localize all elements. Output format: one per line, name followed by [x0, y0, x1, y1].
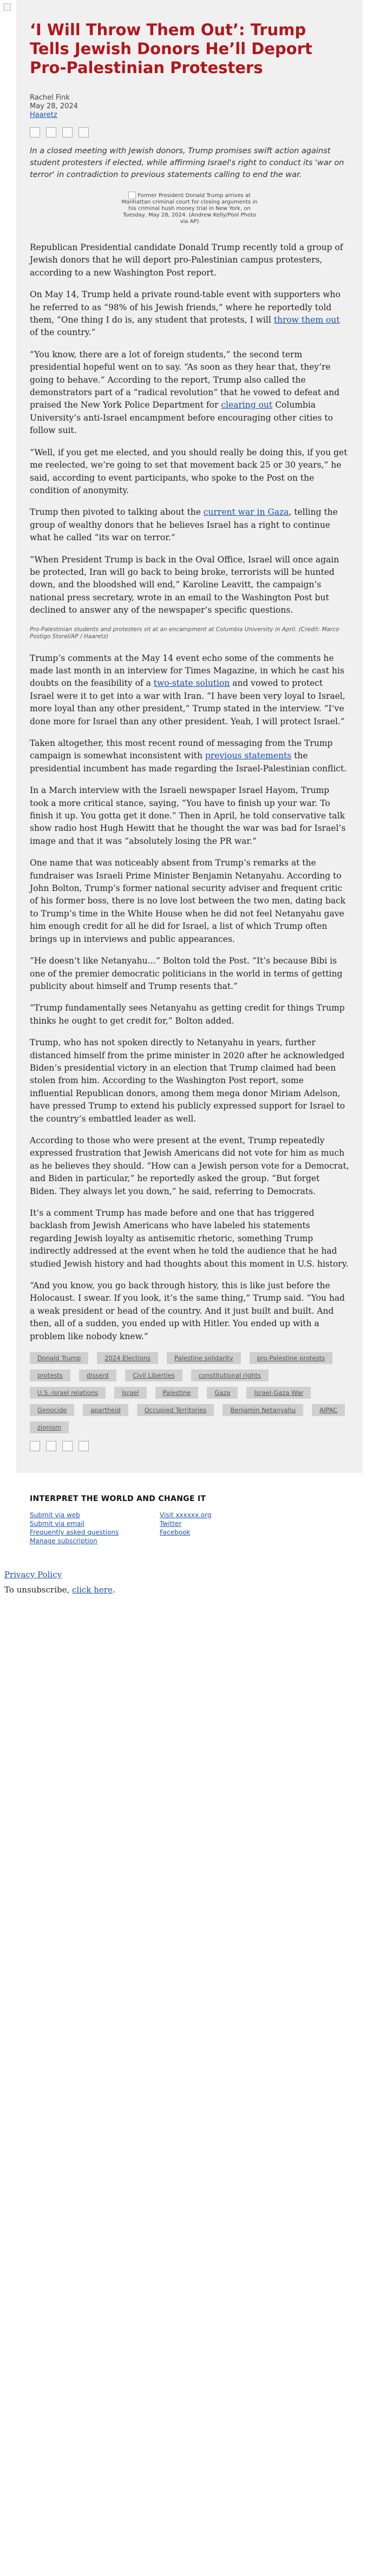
footer	[16, 1473, 363, 1556]
paragraph	[30, 1207, 349, 1270]
paragraph-text: “You know, there are a lot of foreign students,” the second term presidential hopeful went on to say. “As soon as they hear that, they’re going to behave.” According to the report, Trump also called the demonstrators part of a “radical revolution” that he vowed to defeat and praised the New York Police Department for	[30, 349, 340, 410]
paragraph	[30, 447, 349, 497]
image-placeholder-icon	[128, 192, 136, 199]
paragraph-text: Taken altogether, this most recent round of messaging from the Trump campaign is somewhat inconsistent with	[30, 738, 333, 761]
paragraph-text: Trump, who has not spoken directly to Netanyahu in years, further distanced himself from the prime minister in 2020 after he acknowledged Biden’s presidential victory in an election that Trump claimed had been stolen from him. According to the Washington Post report, some influential Republican donors, among them mega donor Miriam Adelson, have pressed Trump to extend his publicly expressed support for Israel to the country’s embattled leader as well.	[30, 1038, 345, 1124]
share-bar-bottom	[30, 1441, 349, 1451]
paragraph-text: Trump then pivoted to talking about the	[30, 507, 204, 517]
tag-link[interactable]: Genocide	[30, 1404, 74, 1416]
tag-link[interactable]: zionism	[30, 1421, 69, 1433]
footer-link[interactable]: Visit xxxxxx.org	[160, 1511, 212, 1519]
article-body-part2	[30, 652, 349, 1343]
tag-link[interactable]: Palestine	[155, 1387, 199, 1399]
paragraph	[30, 241, 349, 279]
hero-figure	[119, 192, 260, 225]
tag-link[interactable]: 2024 Elections	[97, 1352, 158, 1364]
paragraph	[30, 737, 349, 775]
footer-link[interactable]: Frequently asked questions	[30, 1529, 119, 1537]
paragraph-text: Columbia University’s anti-Israel encampment before encouraging other cities to follow suit.	[30, 400, 333, 436]
footer-link[interactable]: Facebook	[160, 1529, 191, 1537]
paragraph	[30, 1037, 349, 1125]
article-title[interactable]: ‘I Will Throw Them Out’: Trump Tells Jewish Donors He’ll Deport Pro-Palestinian Protesters	[30, 21, 312, 77]
paragraph-text: the presidential incumbent has made regarding the Israel-Palestinian conflict.	[30, 751, 347, 774]
paragraph-text: On May 14, Trump held a private round-table event with supporters who he referred to as “98% of his Jewish friends,” where he reportedly told them, “One thing I do is, any student that protests, I will	[30, 290, 341, 325]
footer-link[interactable]: Submit via email	[30, 1520, 85, 1528]
article-lede: In a closed meeting with Jewish donors, Trump promises swift action against student protesters if elected, while affirming Israel's right to conduct its 'war on terror' in contradiction to previous statements calling to end the war.	[30, 147, 344, 179]
inline-link[interactable]: previous statements	[205, 751, 292, 761]
broken-image-icon	[3, 3, 11, 11]
footer-links	[30, 1511, 349, 1545]
tag-link[interactable]: Civil Liberties	[125, 1369, 182, 1381]
inline-link[interactable]: two-state solution	[153, 678, 230, 689]
source-link[interactable]: Haaretz	[30, 111, 57, 119]
footer-heading: INTERPRET THE WORLD AND CHANGE IT	[30, 1495, 206, 1504]
tag-link[interactable]: pro-Palestine protests	[250, 1352, 333, 1364]
tag-link[interactable]: U.S.-Israel relations	[30, 1387, 106, 1399]
inline-link[interactable]: clearing out	[221, 400, 273, 410]
paragraph-text: One name that was noticeably absent from Trump’s remarks at the fundraiser was Israeli Prime Minister Benjamin Netanyahu. According to John Bolton, Trump’s former national security adviser and frequent critic of his former boss, there is no love lost between the two men, dating back to Trump’s time in the White House when he did not feel Netanyahu gave him enough credit for all he did for Israel, a list of which Trump often brings up in interviews and public appearances.	[30, 858, 346, 944]
unsubscribe-line	[4, 1582, 375, 1597]
paragraph	[30, 857, 349, 946]
tag-link[interactable]: Donald Trump	[30, 1352, 88, 1364]
paragraph	[30, 652, 349, 728]
paragraph	[30, 349, 349, 437]
paragraph	[30, 1280, 349, 1343]
article-panel	[16, 0, 363, 1473]
paragraph-text: According to those who were present at the event, Trump repeatedly expressed frustration that Jewish Americans did not vote for him as much as he believes they should. “How can a Jewish person vote for a Democrat, and Biden in particular,” he reportedly asked the group. “But forget Biden. They always let you down,” he said, referring to Democrats.	[30, 1135, 349, 1196]
paragraph-text: “Trump fundamentally sees Netanyahu as getting credit for things Trump thinks he ought to get credit for,” Bolton added.	[30, 1003, 345, 1026]
footer-link[interactable]: Submit via web	[30, 1511, 80, 1519]
tag-link[interactable]: Palestine solidarity	[167, 1352, 240, 1364]
inline-link[interactable]: current war in Gaza	[203, 507, 289, 517]
unsubscribe-link[interactable]: click here	[72, 1585, 113, 1595]
tag-link[interactable]: AIPAC	[312, 1404, 345, 1416]
paragraph-text: It’s a comment Trump has made before and one that has triggered backlash from Jewish Americans who have labeled his statements regarding Jewish loyalty as antisemitic rhetoric, something Trump indirectly addressed at the event when he told the audience that he had studied Jewish history and had thoughts about this moment in U.S. history.	[30, 1208, 349, 1269]
share-bar	[30, 127, 349, 137]
paragraph-text: Republican Presidential candidate Donald Trump recently told a group of Jewish donors that he will deport pro-Palestinian campus protesters, according to a new Washington Post report.	[30, 242, 343, 278]
tag-link[interactable]: Benjamin Netanyahu	[223, 1404, 303, 1416]
paragraph	[30, 1135, 349, 1198]
paragraph-text: and vowed to protect Israel were it to get into a war with Iran. “I have been very loyal to Israel, more loyal than any other president,” Trump stated in the interview. “I’ve done more for Israel than any other president. Yeah, I will protect Israel.”	[30, 678, 345, 726]
footer-link[interactable]: Manage subscription	[30, 1537, 97, 1545]
footer-link[interactable]: Twitter	[160, 1520, 182, 1528]
paragraph	[30, 955, 349, 993]
tag-link[interactable]: dissent	[79, 1369, 116, 1381]
tag-link[interactable]: constitutional rights	[191, 1369, 269, 1381]
date: May 28, 2024	[30, 102, 78, 110]
facebook-share-icon[interactable]	[30, 127, 40, 137]
paragraph-text: “And you know, you go back through history, this is like just before the Holocaust. I swear. If you look, it’s the same thing,” Trump said. “You had a weak president or head of the country. And it just built and built. And then, all of a sudden, you ended up with Hitler. You ended up with a problem like nobody knew.”	[30, 1281, 345, 1341]
paragraph-text: Trump’s comments at the May 14 event echo some of the comments he made last month in an interview for Times Magazine, in which he cast his doubts on the feasibility of a	[30, 653, 344, 689]
paragraph	[30, 554, 349, 617]
privacy-policy-link[interactable]: Privacy Policy	[4, 1570, 62, 1580]
email-share-icon[interactable]	[62, 127, 73, 137]
paragraph-text: “When President Trump is back in the Oval Office, Israel will once again be protected, Iran will go back to being broke, terrorists will be hunted down, and the bloodshed will end,” Karoline Leavitt, the campaign’s national press secretary, wrote in an email to the Washington Post but declined to answer any of the newspaper’s specific questions.	[30, 554, 339, 615]
paragraph-text: of the country.”	[30, 327, 96, 338]
article-body-part1	[30, 241, 349, 617]
author: Rachel Fink	[30, 94, 70, 102]
paragraph	[30, 784, 349, 848]
inline-link[interactable]: throw them out	[273, 315, 340, 325]
print-share-icon[interactable]	[79, 1441, 89, 1451]
tag-link[interactable]: Israel-Gaza War	[246, 1387, 311, 1399]
footer-right-column	[160, 1511, 290, 1545]
paragraph-text: “Well, if you get me elected, and you should really be doing this, if you get me reelected, we’re going to set that movement back 25 or 30 years,” he said, according to event participants, who spoke to the Post on the condition of anonymity.	[30, 447, 348, 495]
facebook-share-icon[interactable]	[30, 1441, 40, 1451]
unsubscribe-suffix: .	[112, 1585, 115, 1595]
twitter-share-icon[interactable]	[46, 127, 56, 137]
article-meta	[30, 94, 349, 120]
tag-link[interactable]: protests	[30, 1369, 70, 1381]
unsubscribe-text: To unsubscribe,	[4, 1585, 73, 1595]
bottom-bar	[0, 1556, 379, 1608]
mid-caption: Pro-Palestinian students and protesters sit at an encampment at Columbia University in April. (Credit: Marco Postigo Storel/AP / Haaretz)	[30, 626, 339, 640]
tag-list	[30, 1352, 349, 1433]
footer-left-column	[30, 1511, 160, 1545]
tag-link[interactable]: Israel	[114, 1387, 146, 1399]
email-share-icon[interactable]	[62, 1441, 73, 1451]
twitter-share-icon[interactable]	[46, 1441, 56, 1451]
print-share-icon[interactable]	[79, 127, 89, 137]
paragraph	[30, 506, 349, 544]
tag-link[interactable]: apartheid	[83, 1404, 128, 1416]
paragraph-text: In a March interview with the Israeli newspaper Israel Hayom, Trump took a more critical stance, saying, “You have to finish up your war. To finish it up. You gotta get it done.” Then in April, he told conservative talk show radio host Hugh Hewitt that he thought the war was bad for Israel’s image and that it was “absolutely losing the PR war.”	[30, 785, 346, 846]
figure-caption: Former President Donald Trump arrives at Manhattan criminal court for closing arguments in his criminal hush money trial in New York, on Tuesday, May 28, 2024. (Andrew Kelly/Pool Photo via AP)	[121, 193, 258, 225]
paragraph	[30, 289, 349, 339]
tag-link[interactable]: Occupied Territories	[137, 1404, 214, 1416]
paragraph-text: “He doesn’t like Netanyahu…” Bolton told the Post. “It’s because Bibi is one of the premier democratic politicians in the world in terms of getting publicity about himself and Trump resents that.”	[30, 956, 343, 991]
paragraph	[30, 1002, 349, 1027]
paragraph-text: , telling the group of wealthy donors that he believes Israel has a right to continue what he called “its war on terror.”	[30, 507, 338, 543]
tag-link[interactable]: Gaza	[207, 1387, 238, 1399]
